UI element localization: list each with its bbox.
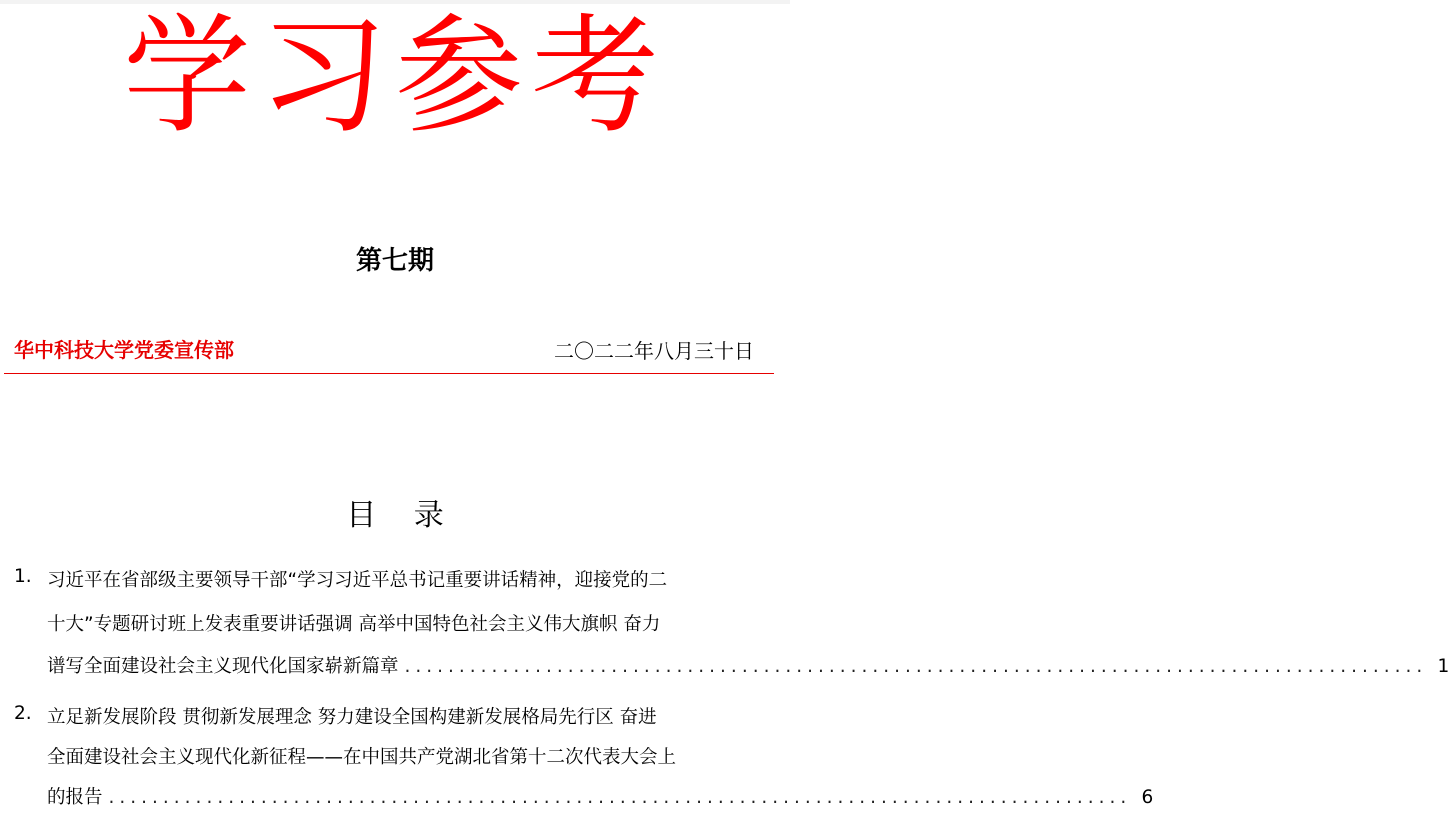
toc-item-text-line: 习近平在省部级主要领导干部“学习习近平总书记重要讲话精神，迎接党的二	[47, 570, 668, 591]
toc-item-text-line: 全面建设社会主义现代化新征程——在中国共产党湖北省第十二次代表大会上	[47, 747, 677, 768]
toc-item-page-number: 6	[1141, 787, 1154, 808]
toc-item-text-line: 的报告	[47, 787, 103, 808]
toc-item-number: 2.	[14, 703, 32, 724]
toc-item-text-line: 十大”专题研讨班上发表重要讲话强调 高举中国特色社会主义伟大旗帜 奋力	[47, 614, 661, 635]
publisher-name: 华中科技大学党委宣传部	[14, 338, 234, 362]
toc-item[interactable]	[0, 566, 1449, 677]
toc-dot-leader: ..............................................................................................	[108, 787, 1132, 808]
issue-number: 第七期	[355, 246, 434, 276]
toc-item-text-line: 立足新发展阶段 贯彻新发展理念 努力建设全国构建新发展格局先行区 奋进	[47, 707, 657, 728]
toc-item[interactable]	[0, 703, 1154, 813]
toc-dot-leader: ..............................................................................................	[404, 656, 1428, 677]
toc-item-leader-row	[47, 652, 1449, 678]
toc-item-number: 1.	[14, 566, 32, 587]
toc-item-leader-row	[47, 783, 1154, 809]
publication-date: 二〇二二年八月三十日	[554, 339, 754, 363]
toc-item-page-number: 1	[1437, 656, 1449, 677]
header-divider	[4, 373, 774, 374]
toc-title: 目 录	[346, 498, 444, 533]
masthead-title: 学习参考	[122, 2, 667, 151]
toc-item-text-line: 谱写全面建设社会主义现代化国家崭新篇章	[47, 656, 399, 677]
